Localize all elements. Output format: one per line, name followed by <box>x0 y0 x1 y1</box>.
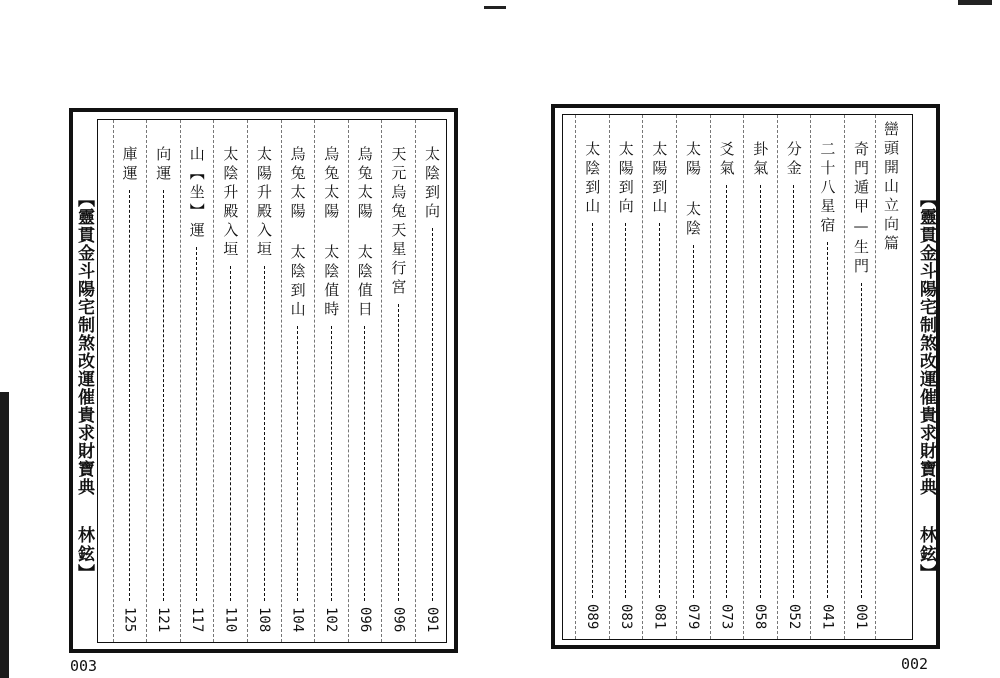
toc-page-number: 091 <box>424 606 440 632</box>
right-page-inner-frame <box>562 114 913 640</box>
toc-page-number: 096 <box>390 606 407 632</box>
column-separator <box>180 120 181 642</box>
toc-entry-title: 二十八星宿 <box>818 141 837 236</box>
column-separator <box>348 120 349 642</box>
toc-entry <box>319 146 343 632</box>
column-separator <box>743 115 744 639</box>
leader-line <box>827 242 828 598</box>
toc-page-number: 108 <box>256 606 272 632</box>
toc-page-number: 117 <box>188 606 205 632</box>
toc-entry <box>252 146 276 632</box>
toc-entry <box>782 141 806 629</box>
leader-line <box>659 223 660 598</box>
leader-line <box>861 283 862 598</box>
toc-page-number: 041 <box>819 603 836 629</box>
toc-page-number: 096 <box>356 606 373 632</box>
toc-entry-title: 太陽 太陰 <box>684 141 702 239</box>
leader-line <box>364 326 365 601</box>
leader-line <box>760 185 761 598</box>
toc-entry-title: 太陰到山 <box>583 141 602 217</box>
toc-entry <box>849 141 873 629</box>
toc-entry <box>681 141 705 629</box>
column-separator <box>314 120 315 642</box>
toc-entry <box>151 146 175 632</box>
column-separator <box>247 120 248 642</box>
column-separator <box>810 115 811 639</box>
leader-line <box>793 185 794 598</box>
toc-page-number: 073 <box>718 603 735 629</box>
toc-entry-title: 天元烏兔天星行宮 <box>389 146 408 298</box>
toc-page-number: 125 <box>121 606 138 632</box>
toc-entry-title: 卦氣 <box>751 141 770 179</box>
toc-entry <box>580 141 604 629</box>
leader-line <box>726 185 727 598</box>
column-separator <box>113 120 114 642</box>
toc-entry-title: 庫運 <box>120 146 139 184</box>
column-separator <box>415 120 416 642</box>
right-folio: 002 <box>901 655 929 673</box>
column-separator <box>381 120 382 642</box>
leader-line <box>297 326 298 601</box>
toc-entry <box>286 146 310 632</box>
toc-entry <box>420 146 444 632</box>
toc-entry <box>353 146 377 632</box>
toc-page-number: 110 <box>222 606 239 632</box>
toc-entry-title: 太陽到山 <box>650 141 669 217</box>
section-heading <box>879 121 903 629</box>
column-separator <box>642 115 643 639</box>
toc-page-number: 058 <box>752 603 769 629</box>
toc-entry-title: 分金 <box>784 141 803 179</box>
leader-line <box>693 245 694 598</box>
column-separator <box>281 120 282 642</box>
leader-line <box>592 223 593 598</box>
toc-entry <box>118 146 142 632</box>
toc-entry-title: 烏兔太陽 太陰值時 <box>322 146 341 320</box>
column-separator <box>710 115 711 639</box>
leader-line <box>398 304 399 601</box>
toc-entry-title: 太陰升殿入垣 <box>221 146 240 260</box>
leader-line <box>264 266 265 601</box>
toc-entry-title: 爻氣 <box>717 141 736 179</box>
toc-entry <box>715 141 739 629</box>
toc-page-number: 083 <box>617 603 634 629</box>
toc-entry <box>185 146 209 632</box>
toc-page-number: 001 <box>853 603 869 629</box>
column-separator <box>213 120 214 642</box>
toc-page-number: 089 <box>584 603 601 629</box>
toc-entry <box>647 141 671 629</box>
toc-entry-title: 太陽升殿入垣 <box>255 146 273 260</box>
toc-entry-title: 太陰到向 <box>423 146 441 222</box>
toc-entry <box>748 141 772 629</box>
column-separator <box>875 115 876 639</box>
leader-line <box>432 228 433 601</box>
leader-line <box>129 190 130 601</box>
toc-entry-title: 向運 <box>154 146 173 184</box>
leader-line <box>331 326 332 601</box>
toc-page-number: 052 <box>785 603 802 629</box>
gutter-mark <box>484 6 506 9</box>
column-separator <box>146 120 147 642</box>
toc-entry <box>815 141 839 629</box>
toc-page-number: 102 <box>323 606 340 632</box>
corner-mark <box>958 0 992 5</box>
column-separator <box>676 115 677 639</box>
right-author: 林鉉】 <box>916 526 936 583</box>
column-separator <box>575 115 576 639</box>
toc-page-number: 121 <box>155 606 172 632</box>
toc-entry <box>614 141 638 629</box>
column-separator <box>777 115 778 639</box>
toc-entry <box>386 146 410 632</box>
leader-line <box>163 190 164 601</box>
toc-page-number: 104 <box>289 606 306 632</box>
left-book-title: 【靈貫金斗陽宅制煞改運催貴求財寶典 <box>74 190 94 496</box>
toc-entry-title: 奇門遁甲—生門 <box>852 141 870 277</box>
toc-page-number: 081 <box>651 603 668 629</box>
left-author: 林鉉】 <box>74 526 94 583</box>
toc-entry-title: 太陽到向 <box>616 141 635 217</box>
leader-line <box>625 223 626 598</box>
toc-entry-title: 巒頭開山立向篇 <box>882 121 900 254</box>
left-folio: 003 <box>70 657 98 675</box>
column-separator <box>844 115 845 639</box>
leader-line <box>196 247 197 601</box>
toc-entry-title: 烏兔太陽 太陰值日 <box>355 146 374 320</box>
toc-page-number: 079 <box>685 603 701 629</box>
toc-entry <box>218 146 242 632</box>
toc-entry-title: 烏兔太陽 太陰到山 <box>288 146 307 320</box>
left-page-inner-frame <box>97 119 447 643</box>
column-separator <box>609 115 610 639</box>
scan-edge-shadow <box>0 392 9 678</box>
right-book-title: 【靈貫金斗陽宅制煞改運催貴求財寶典 <box>916 190 936 496</box>
leader-line <box>230 266 231 601</box>
toc-entry-title: 山【坐】運 <box>187 146 206 241</box>
